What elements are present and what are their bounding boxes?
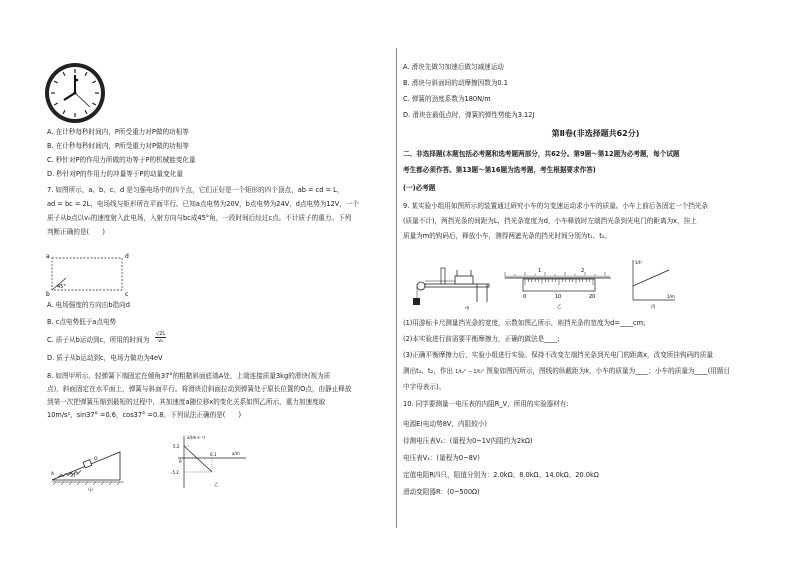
hanging-mass [413, 298, 420, 305]
q10-item-5: 滑动变阻器R：(0~500Ω) [403, 488, 480, 496]
sub-title: (一)必考题 [403, 184, 436, 192]
track [425, 284, 489, 287]
q7-rectangle-figure [44, 250, 134, 300]
q8-line-1: 8. 如图甲所示，轻弹簧下端固定在倾角37°的粗糙斜面底端A处，上端连接质量3kg的滑块(视为质 [47, 372, 331, 380]
caption-bing: 丙 [651, 305, 656, 310]
q7-line-2: ad = bc = 2L，电场线与矩形所在平面平行。已知a点电势为20V，b点电势为24V，d点电势为12V，一个 [47, 200, 360, 208]
label-d: d [125, 253, 129, 260]
bing-xlabel: 1/m [667, 294, 675, 299]
pulley [417, 282, 425, 290]
q9-vernier-figure [503, 262, 613, 312]
caption-yi: 乙 [214, 483, 219, 488]
cart [455, 276, 473, 284]
main-scale-label-2: 2 [581, 268, 585, 274]
bing-line [633, 270, 669, 286]
section-note-1: 二、非选择题(本题包括必考题和选考题两部分，共62分。第9题～第12题为必考题，每个试题 [403, 150, 680, 158]
q6-option-c: C. 秒针对P的作用力所做的功等于P的机械能变化量 [47, 156, 196, 164]
q8-option-d: D. 滑块在最低点时，弹簧的弹性势能为3.12J [403, 111, 535, 119]
graph-ylabel: a/(m·s⁻²) [187, 435, 205, 440]
label-b: b [46, 291, 50, 298]
q7-line-3: 质子从b点以v₀的速度射入此电场，入射方向与bc成45°角，一段时间后经过c点。不计质子的重力。下列 [47, 214, 352, 222]
q6-option-d: D. 秒针对P的作用力的冲量等于P的动量变化量 [47, 170, 183, 178]
graph-y-top: 5.2 [173, 444, 180, 449]
q9-step-3b: 测出t₁、t₂，作出 1/t₂² − 1/t₁² 图象如图丙所示，图线的纵截距为k，小车的质量为____；小车的质量为____(用题目 [403, 367, 731, 375]
q7-line-1: 7. 如图所示，a、b、c、d 是匀强电场中的四个点，它们正好是一个矩形的四个顶点，ab = cd = L， [47, 186, 344, 194]
section-title: 第Ⅱ卷(非选择题共62分) [551, 129, 640, 138]
q7-option-a: A. 电场强度的方向由b指向d [47, 301, 130, 309]
q9-line-3: 质量为m的钩码后，释放小车，测得两遮光条的挡光时间分别为t₁、t₂。 [403, 232, 612, 240]
q9-step-3a: (3)正确平衡摩擦力后，实验小组进行实验。保持不改变左端挡光条到光电门的距离x，改变所挂钩码的质量 [403, 351, 713, 359]
q8-line-2: 点)，斜面固定在水平面上，弹簧与斜面平行。将滑块沿斜面拉动到弹簧处于原长位置的O点，由静止释放 [47, 385, 352, 393]
q9-step-1: (1)用游标卡尺测量挡光条的宽度，示数如图乙所示，则挡光条的宽度为d=____cm; [403, 319, 646, 327]
q7-option-c: C. 质子从b运动到c，所用的时间为 [47, 336, 150, 344]
main-scale-label-1: 1 [538, 268, 542, 274]
right-column [397, 0, 794, 562]
graph-x-tick: 0.1 [210, 452, 217, 457]
q8-line-3: 到第一次把弹簧压缩到最短的过程中，其加速度a随位移x的变化关系如图乙所示，重力加速度取 [47, 398, 326, 406]
caption-jia: 甲 [88, 488, 94, 494]
q8-incline-figure [48, 444, 128, 488]
q7-option-d: D. 质子从b运动到c，电场力做功为4eV [47, 354, 163, 362]
vernier-label-0: 0 [523, 294, 527, 300]
graph-xlabel: x/m [232, 451, 240, 456]
q9-fraction: 1/t₂² − 1/t₁² [455, 369, 485, 375]
graph-line [184, 446, 212, 472]
label-A: A [51, 472, 55, 477]
q6-option-b: B. 在计秒每秒时间内，P所受重力对P做的功相等 [47, 142, 189, 150]
q8-option-b: B. 滑块与斜面间的动摩擦因数为0.1 [403, 79, 508, 87]
graph-y-bottom: -5.2 [171, 470, 179, 475]
clock-figure [40, 60, 110, 126]
q9-line-2: (质量不计)，两挡光条的间距为L，挡光条宽度为d，小车释放时左端挡光条到光电门的距离为x，挂上 [403, 217, 697, 225]
q8-option-c: C. 弹簧的劲度系数为180N/m [403, 95, 491, 103]
q6-option-a: A. 在计秒每秒时间内，P所受重力对P做的功相等 [47, 128, 189, 136]
bing-ylabel: 1/t² [635, 260, 643, 265]
q10-item-1: 电源E(电动势8V，内阻较小) [403, 420, 487, 428]
label-c: c [125, 291, 129, 298]
q9-apparatus-figure [405, 262, 493, 312]
graph-origin: 0 [179, 459, 182, 464]
q10-line-1: 10. 同学要测量一电压表的内阻R_V，所用的实验器材有: [403, 400, 569, 408]
label-45deg: 45° [57, 284, 66, 290]
label-a: a [46, 253, 50, 260]
q8-option-a: A. 滑块先做匀加速后做匀减速运动 [403, 63, 504, 71]
vernier-label-20: 20 [589, 294, 596, 300]
q10-item-3: 电压表V₂：(量程为0~8V) [403, 454, 480, 462]
q8-ax-graph [170, 432, 250, 490]
main-scale-ticks [505, 272, 609, 278]
q9-step-3c: 中字母表示)。 [403, 383, 446, 391]
caption-jia-q9: 甲 [465, 307, 470, 312]
q10-item-4: 定值电阻R四只，阻值分别为：2.0kΩ、8.0kΩ、14.0kΩ、20.0kΩ [403, 471, 599, 479]
q7-line-4: 判断正确的是( ) [47, 228, 105, 236]
q10-item-2: 待测电压表V₁：(量程为0~1V内阻约为2kΩ) [403, 437, 533, 445]
vernier-label-10: 10 [555, 294, 562, 300]
q7-option-c-fraction: √2L v₀ [156, 331, 166, 344]
q9-line-1: 9. 某实验小组用如图所示的装置通过研究小车的匀变速运动求小车的质量。小车上前后各固定一个挡光条 [403, 202, 709, 210]
photogate [441, 268, 445, 284]
point-p [76, 79, 79, 82]
q8-line-4: 10m/s²，sin37° =0.6，cos37° =0.8。下列说法正确的是( ) [47, 411, 242, 419]
q9-graph-figure [619, 254, 679, 310]
angle-37: 37° [70, 474, 78, 479]
section-note-2: 考生都必须作答。第13题～第16题为选考题，考生根据要求作答) [403, 166, 596, 174]
caption-yi-q9: 乙 [557, 305, 562, 310]
label-O: O [94, 457, 98, 462]
q9-step-2: (2)本实验进行前需要平衡摩擦力，正确的做法是____; [403, 335, 560, 343]
q7-option-b: B. c点电势低于a点电势 [47, 318, 117, 326]
